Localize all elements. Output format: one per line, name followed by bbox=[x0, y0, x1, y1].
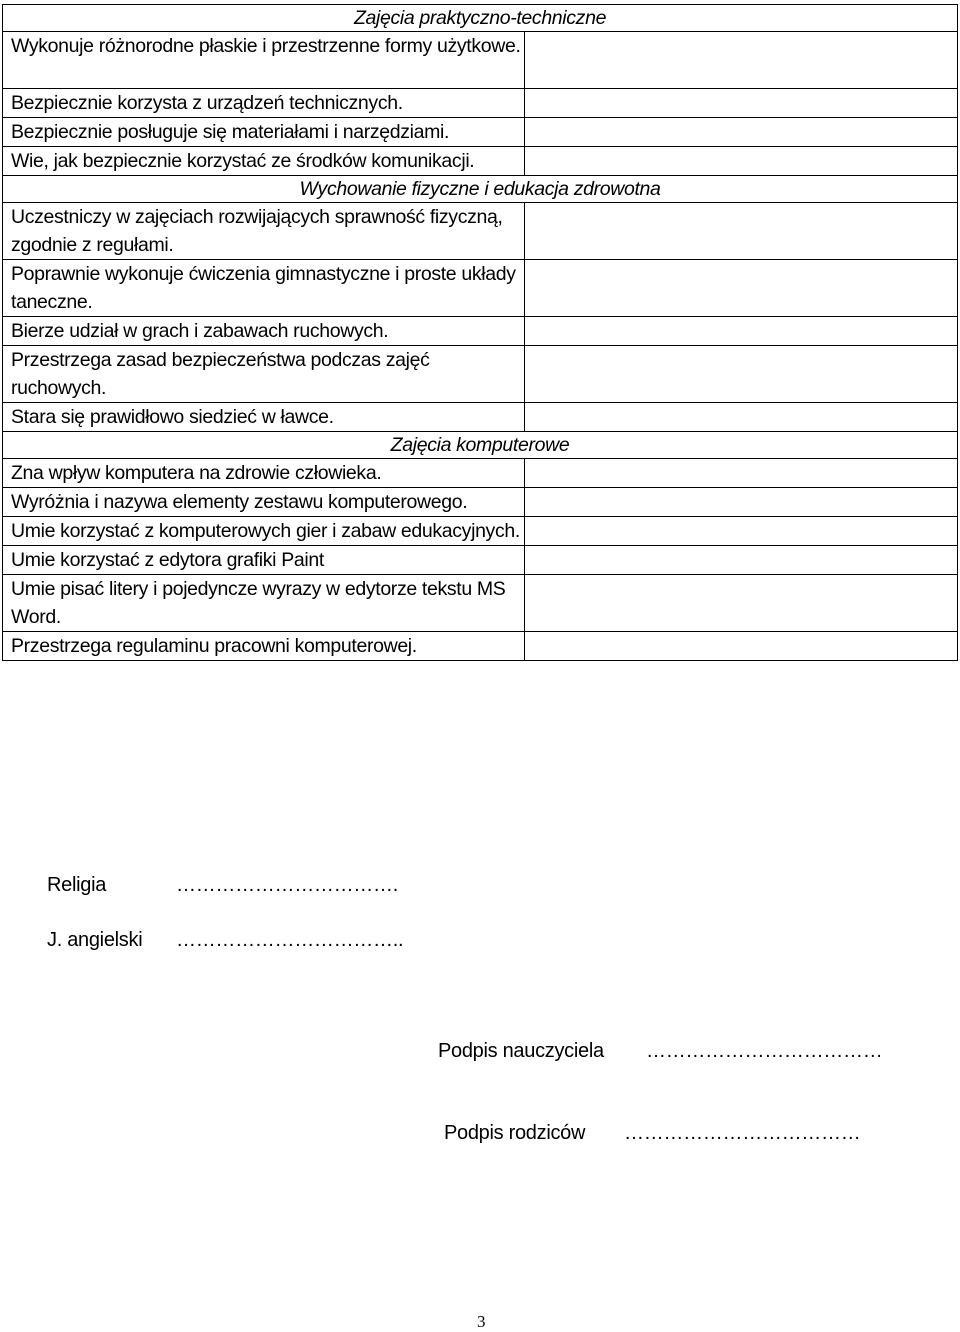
grade-cell[interactable] bbox=[525, 260, 958, 317]
criterion-cell: Stara się prawidłowo siedzieć w ławce. bbox=[3, 403, 525, 432]
criterion-cell: Poprawnie wykonuje ćwiczenia gimnastyczne i proste układy taneczne. bbox=[3, 260, 525, 317]
assessment-table bbox=[2, 4, 958, 661]
grade-cell[interactable] bbox=[525, 459, 958, 488]
grade-cell[interactable] bbox=[525, 32, 958, 89]
criterion-cell: Bezpiecznie posługuje się materiałami i narzędziami. bbox=[3, 118, 525, 147]
grade-cell[interactable] bbox=[525, 346, 958, 403]
grade-cell[interactable] bbox=[525, 203, 958, 260]
table-row bbox=[3, 546, 958, 575]
criterion-cell: Umie korzystać z komputerowych gier i zabaw edukacyjnych. bbox=[3, 517, 525, 546]
table-row bbox=[3, 632, 958, 661]
section-header-row bbox=[3, 432, 958, 459]
grade-cell[interactable] bbox=[525, 317, 958, 346]
table-row bbox=[3, 317, 958, 346]
table-row bbox=[3, 459, 958, 488]
criterion-cell: Umie pisać litery i pojedyncze wyrazy w edytorze tekstu MS Word. bbox=[3, 575, 525, 632]
criterion-cell: Przestrzega regulaminu pracowni komputerowej. bbox=[3, 632, 525, 661]
grade-cell[interactable] bbox=[525, 575, 958, 632]
criterion-cell: Przestrzega zasad bezpieczeństwa podczas zajęć ruchowych. bbox=[3, 346, 525, 403]
table-row bbox=[3, 517, 958, 546]
criterion-cell: Zna wpływ komputera na zdrowie człowieka. bbox=[3, 459, 525, 488]
section-title-computer: Zajęcia komputerowe bbox=[3, 432, 958, 459]
religia-dots[interactable]: ……………………………. bbox=[176, 874, 398, 896]
section-title-pe: Wychowanie fizyczne i edukacja zdrowotna bbox=[3, 176, 958, 203]
table-row bbox=[3, 575, 958, 632]
criterion-cell: Uczestniczy w zajęciach rozwijających sprawność fizyczną, zgodnie z regułami. bbox=[3, 203, 525, 260]
table-row bbox=[3, 203, 958, 260]
criterion-cell: Wie, jak bezpiecznie korzystać ze środków komunikacji. bbox=[3, 147, 525, 176]
criterion-cell: Umie korzystać z edytora grafiki Paint bbox=[3, 546, 525, 575]
grade-cell[interactable] bbox=[525, 488, 958, 517]
table-row bbox=[3, 403, 958, 432]
table-row bbox=[3, 260, 958, 317]
religia-label: Religia bbox=[47, 874, 107, 896]
angielski-dots[interactable]: …………………………….. bbox=[176, 929, 404, 951]
teacher-signature-dots[interactable]: ……………………………… bbox=[646, 1040, 883, 1062]
table-row bbox=[3, 118, 958, 147]
criterion-cell: Wykonuje różnorodne płaskie i przestrzenne formy użytkowe. bbox=[3, 32, 525, 89]
table-row bbox=[3, 346, 958, 403]
section-header-row bbox=[3, 5, 958, 32]
grade-cell[interactable] bbox=[525, 89, 958, 118]
angielski-label: J. angielski bbox=[47, 929, 143, 951]
teacher-signature-label: Podpis nauczyciela bbox=[438, 1040, 604, 1062]
section-header-row bbox=[3, 176, 958, 203]
grade-cell[interactable] bbox=[525, 517, 958, 546]
table-row bbox=[3, 488, 958, 517]
section-title-technical: Zajęcia praktyczno-techniczne bbox=[3, 5, 958, 32]
criterion-cell: Wyróżnia i nazywa elementy zestawu komputerowego. bbox=[3, 488, 525, 517]
table-row bbox=[3, 147, 958, 176]
parent-signature-label: Podpis rodziców bbox=[444, 1122, 586, 1144]
table-row bbox=[3, 89, 958, 118]
grade-cell[interactable] bbox=[525, 147, 958, 176]
grade-cell[interactable] bbox=[525, 632, 958, 661]
grade-cell[interactable] bbox=[525, 118, 958, 147]
parent-signature-dots[interactable]: ……………………………… bbox=[624, 1122, 861, 1144]
grade-cell[interactable] bbox=[525, 403, 958, 432]
criterion-cell: Bezpiecznie korzysta z urządzeń technicznych. bbox=[3, 89, 525, 118]
criterion-cell: Bierze udział w grach i zabawach ruchowych. bbox=[3, 317, 525, 346]
table-row bbox=[3, 32, 958, 89]
grade-cell[interactable] bbox=[525, 546, 958, 575]
page-number: 3 bbox=[477, 1312, 486, 1331]
